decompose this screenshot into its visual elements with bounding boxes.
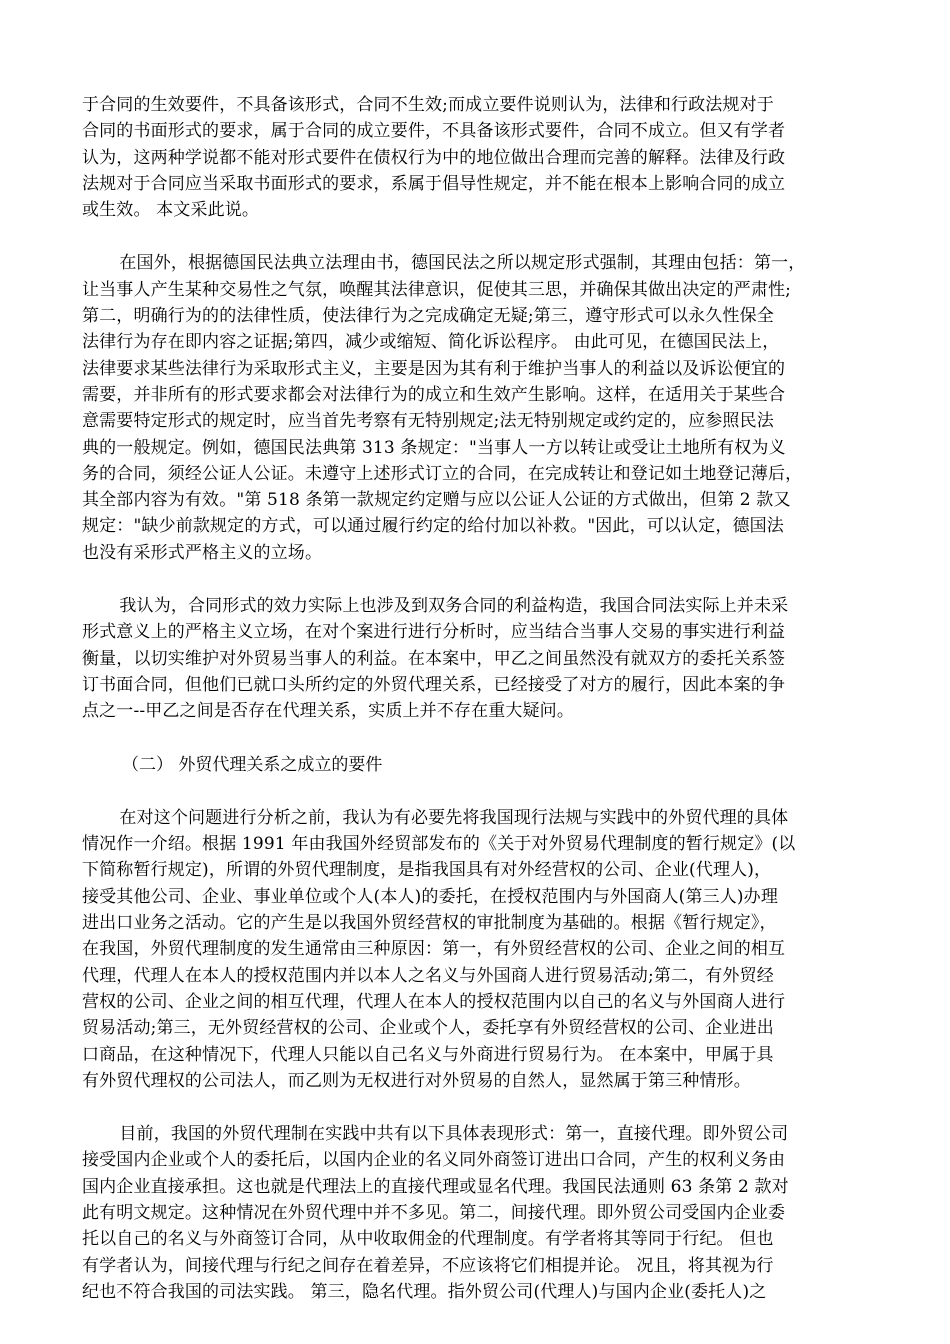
text-line: 或生效。 本文采此说。 — [82, 200, 260, 221]
text-line: 也没有采形式严格主义的立场。 — [82, 542, 323, 563]
text-line: 有外贸代理权的公司法人，而乙则为无权进行对外贸易的自然人，显然属于第三种情形。 — [82, 1070, 751, 1091]
section-heading: （二） 外贸代理关系之成立的要件 — [122, 754, 383, 775]
paragraph-p4 — [82, 805, 872, 1094]
text-line: 营权的公司、企业之间的相互代理，代理人在本人的授权范围内以自己的名义与外国商人进行 — [82, 991, 786, 1012]
text-line: 情况作一介绍。根据 1991 年由我国外经贸部发布的《关于对外贸易代理制度的暂行规定》(以 — [82, 834, 796, 855]
text-line: 法律行为存在即内容之证据;第四，减少或缩短、简化诉讼程序。 由此可见，在德国民法上， — [82, 332, 780, 353]
text-line: 其全部内容为有效。"第 518 条第一款规定约定赠与应以公证人公证的方式做出，但第 2 款又 — [82, 490, 791, 511]
text-line: 在对这个问题进行分析之前，我认为有必要先将我国现行法规与实践中的外贸代理的具体 — [119, 807, 789, 828]
text-line: 意需要特定形式的规定时，应当首先考察有无特别规定;法无特别规定或约定的，应参照民法 — [82, 411, 774, 432]
text-line: 第二，明确行为的的法律性质，使法律行为之完成确定无疑;第三，遵守形式可以永久性保全 — [82, 306, 774, 327]
text-line: 合同的书面形式的要求，属于合同的成立要件，不具备该形式要件，合同不成立。但又有学者 — [82, 121, 786, 142]
text-line: 我认为，合同形式的效力实际上也涉及到双务合同的利益构造，我国合同法实际上并未采 — [119, 596, 789, 617]
text-line: 纪也不符合我国的司法实践。 第三，隐名代理。指外贸公司(代理人)与国内企业(委托人)之 — [82, 1281, 767, 1302]
text-line: 国内企业直接承担。这也就是代理法上的直接代理或显名代理。我国民法通则 63 条第 2 款对 — [82, 1176, 789, 1197]
text-line: 形式意义上的严格主义立场，在对个案进行进行分析时，应当结合当事人交易的事实进行利益 — [82, 622, 786, 643]
text-line: 在国外，根据德国民法典立法理由书，德国民法之所以规定形式强制，其理由包括：第一， — [119, 253, 806, 274]
text-line: 典的一般规定。例如，德国民法典第 313 条规定："当事人一方以转让或受让土地所有权为义 — [82, 437, 786, 458]
text-line: 接受其他公司、企业、事业单位或个人(本人)的委托，在授权范围内与外国商人(第三人)办理 — [82, 886, 778, 907]
text-line: 在我国，外贸代理制度的发生通常由三种原因：第一，有外贸经营权的公司、企业之间的相互 — [82, 939, 786, 960]
text-line: 订书面合同，但他们已就口头所约定的外贸代理关系，已经接受了对方的履行，因此本案的争 — [82, 674, 786, 695]
paragraph-p1 — [82, 92, 872, 223]
text-line: 托以自己的名义与外商签订合同，从中收取佣金的代理制度。有学者将其等同于行纪。 但也 — [82, 1229, 774, 1250]
text-line: 接受国内企业或个人的委托后，以国内企业的名义同外商签订进出口合同，产生的权利义务由 — [82, 1150, 786, 1171]
text-line: 法规对于合同应当采取书面形式的要求，系属于倡导性规定，并不能在根本上影响合同的成立 — [82, 173, 786, 194]
document-page — [82, 92, 872, 1332]
paragraph-p3 — [82, 593, 872, 724]
text-line: 务的合同，须经公证人公证。未遵守上述形式订立的合同，在完成转让和登记如土地登记薄后， — [82, 463, 803, 484]
text-line: 让当事人产生某种交易性之气氛，唤醒其法律意识，促使其三思，并确保其做出决定的严肃性; — [82, 279, 792, 300]
paragraph-p5 — [82, 1121, 872, 1305]
text-line: 进出口业务之活动。它的产生是以我国外贸经营权的审批制度为基础的。根据《暂行规定》， — [82, 913, 777, 934]
text-line: 代理，代理人在本人的授权范围内并以本人之名义与外国商人进行贸易活动;第二，有外贸经 — [82, 965, 774, 986]
text-line: 口商品，在这种情况下，代理人只能以自己名义与外商进行贸易行为。 在本案中，甲属于具 — [82, 1044, 774, 1065]
text-line: 点之一--甲乙之间是否存在代理关系，实质上并不存在重大疑问。 — [82, 701, 574, 722]
text-line: 衡量，以切实维护对外贸易当事人的利益。在本案中，甲乙之间虽然没有就双方的委托关系签 — [82, 648, 786, 669]
text-line: 认为，这两种学说都不能对形式要件在债权行为中的地位做出合理而完善的解释。法律及行政 — [82, 147, 786, 168]
paragraph-p2 — [82, 250, 872, 566]
text-line: 有学者认为，间接代理与行纪之间存在着差异，不应该将它们相提并论。 况且，将其视为行 — [82, 1255, 774, 1276]
text-line: 需要，并非所有的形式要求都会对法律行为的成立和生效产生影响。这样，在适用关于某些合 — [82, 384, 786, 405]
text-line: 目前，我国的外贸代理制在实践中共有以下具体表现形式：第一，直接代理。即外贸公司 — [119, 1124, 789, 1145]
text-line: 法律要求某些法律行为采取形式主义，主要是因为其有利于维护当事人的利益以及诉讼便宜的 — [82, 358, 786, 379]
text-line: 下简称暂行规定)，所谓的外贸代理制度，是指我国具有对外经营权的公司、企业(代理人)， — [82, 860, 772, 881]
text-line: 此有明文规定。这种情况在外贸代理中并不多见。第二，间接代理。即外贸公司受国内企业委 — [82, 1202, 786, 1223]
text-line: 贸易活动;第三，无外贸经营权的公司、企业或个人，委托享有外贸经营权的公司、企业进出 — [82, 1018, 774, 1039]
text-line: 规定："缺少前款规定的方式，可以通过履行约定的给付加以补救。"因此，可以认定，德国法 — [82, 516, 784, 537]
text-line: 于合同的生效要件，不具备该形式，合同不生效;而成立要件说则认为，法律和行政法规对于 — [82, 95, 774, 115]
